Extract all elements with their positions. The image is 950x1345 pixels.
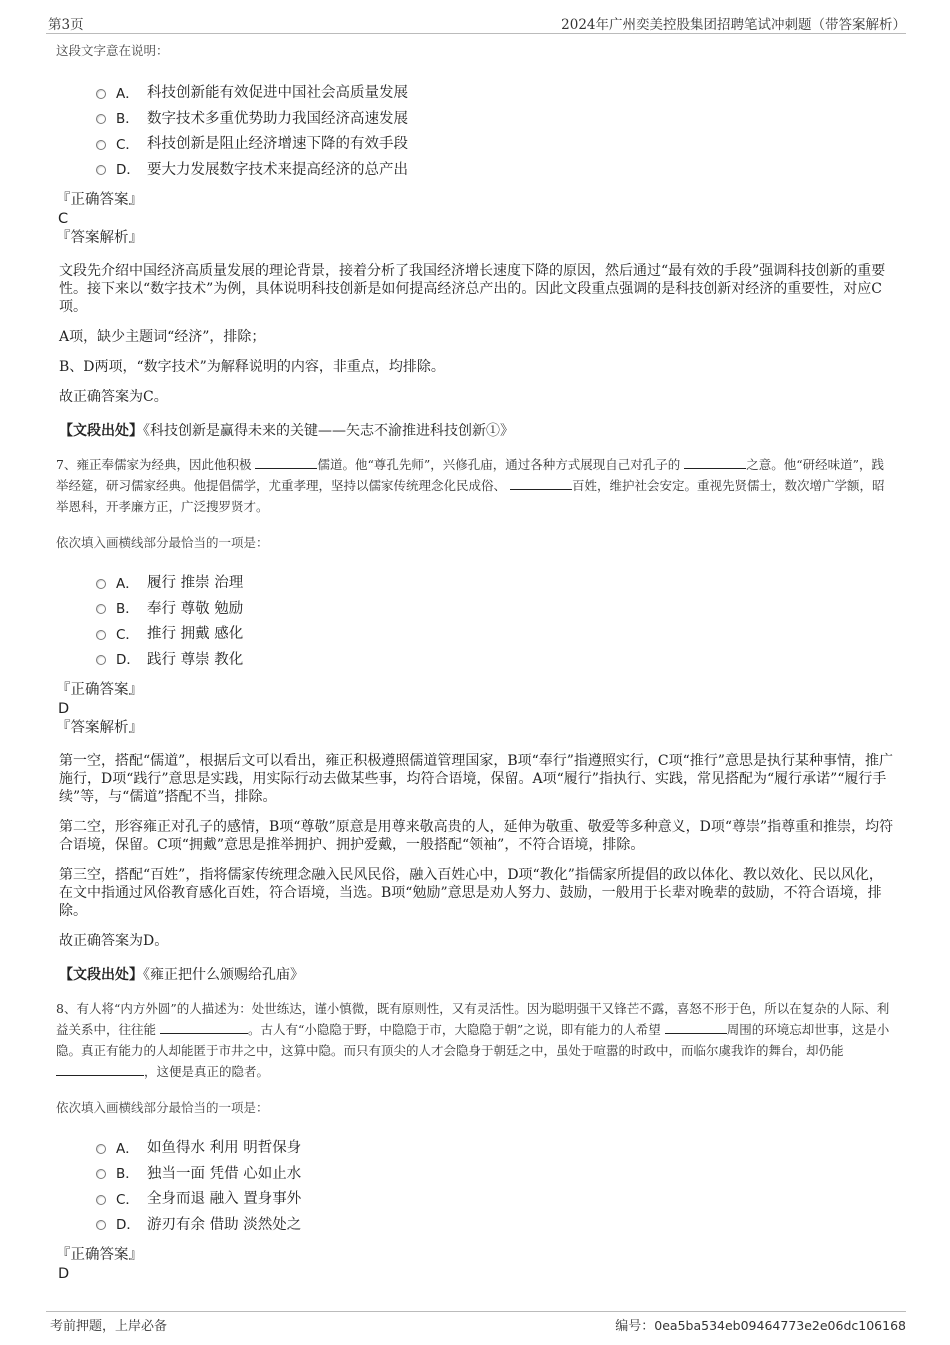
q8-option-a[interactable] — [96, 1134, 894, 1160]
stem-text: 之意。他“研经味道”，践举经筵，研习儒家经典。他提倡儒学，尤重孝理，坚持以儒家传统理念化民成俗、 — [56, 457, 885, 493]
source-label: 【文段出处】 — [59, 967, 143, 983]
q6-answer-label: 『正确答案』 — [56, 192, 143, 208]
stem-text: 周围的环境忘却世事，这是小隐。真正有能力的人却能匿于市井之中，这算中隐。而只有顶尖的人才会隐身于朝廷之中，虽处于喧嚣的时政中，而临尔虞我诈的舞台，却仍能 — [56, 1022, 890, 1058]
stem-text: 8、有人将“内方外圆”的人描述为：处世练达，谨小慎微，既有原则性，又有灵活性。因为聪明强干又锋芒不露，喜怒不形于色，所以在复杂的人际、利益关系中，往往能 — [56, 1001, 890, 1037]
document-code — [615, 1315, 906, 1334]
answer-blank — [255, 456, 317, 469]
q6-prompt: 这段文字意在说明： — [56, 43, 169, 58]
option-text: 科技创新能有效促进中国社会高质量发展 — [147, 85, 408, 102]
q8-options — [96, 1134, 894, 1236]
radio-icon[interactable] — [96, 630, 106, 640]
code-value: 0ea5ba534eb09464773e2e06dc106168 — [654, 1318, 906, 1333]
answer-blank — [56, 1063, 144, 1076]
option-letter: C． — [116, 626, 139, 643]
q6-options — [96, 79, 894, 181]
radio-icon[interactable] — [96, 579, 106, 589]
q7-option-b[interactable] — [96, 595, 894, 621]
q6-option-d[interactable] — [96, 156, 894, 182]
q7-stem — [56, 454, 894, 517]
q6-analysis-label: 『答案解析』 — [56, 230, 143, 246]
source-text: 《雍正把什么颁赐给孔庙》 — [143, 967, 304, 983]
option-text: 科技创新是阻止经济增速下降的有效手段 — [147, 136, 408, 153]
page-footer — [46, 1311, 906, 1334]
q7-option-a[interactable] — [96, 569, 894, 595]
q8-prompt: 依次填入画横线部分最恰当的一项是： — [56, 1100, 269, 1115]
q8-option-b[interactable] — [96, 1160, 894, 1186]
q6-analysis-paragraph: 故正确答案为C。 — [59, 389, 168, 405]
stem-text: 7、雍正奉儒家为经典，因此他积极 — [56, 457, 252, 472]
q8-option-d[interactable] — [96, 1211, 894, 1237]
option-text: 奉行 尊敬 勉励 — [147, 600, 244, 617]
q8-answer-label: 『正确答案』 — [56, 1247, 143, 1263]
page-number: 第3页 — [48, 17, 84, 33]
q7-source — [59, 966, 894, 984]
q6-option-a[interactable] — [96, 79, 894, 105]
stem-text: ，这便是真正的隐者。 — [144, 1064, 270, 1079]
document-title: 2024年广州奕美控股集团招聘笔试冲刺题（带答案解析） — [561, 17, 906, 33]
option-text: 数字技术多重优势助力我国经济高速发展 — [147, 110, 408, 127]
option-text: 独当一面 凭借 心如止水 — [147, 1165, 302, 1182]
q6-option-c[interactable] — [96, 130, 894, 156]
answer-blank — [510, 477, 572, 490]
q7-analysis-paragraph: 故正确答案为D。 — [59, 933, 169, 949]
option-text: 践行 尊崇 教化 — [147, 651, 244, 668]
radio-icon[interactable] — [96, 140, 106, 150]
radio-icon[interactable] — [96, 1169, 106, 1179]
q7-analysis-paragraph: 第二空，形容雍正对孔子的感情，B项“尊敬”原意是用尊来敬高贵的人，延伸为敬重、敬爱等多种意义，D项“尊崇”指尊重和推崇，均符合语境，保留。C项“拥戴”意思是推举拥护、拥护爱戴，一般搭配“领袖”，不符合语境，排除。 — [59, 819, 894, 853]
document-content — [56, 40, 894, 1284]
page-header — [46, 13, 906, 34]
q7-option-c[interactable] — [96, 620, 894, 646]
option-letter: D． — [116, 652, 140, 669]
q6-analysis-paragraph: B、D两项，“数字技术”为解释说明的内容，非重点，均排除。 — [59, 359, 445, 375]
option-text: 履行 推崇 治理 — [147, 575, 244, 592]
option-text: 游刃有余 借助 淡然处之 — [147, 1216, 302, 1233]
stem-text: 百姓，维护社会安定。重视先贤儒士，数次增广学额，昭举恩科，开孝廉方正，广泛搜罗贤才。 — [56, 478, 885, 514]
option-letter: A． — [116, 1140, 139, 1157]
radio-icon[interactable] — [96, 165, 106, 175]
option-text: 要大力发展数字技术来提高经济的总产出 — [147, 161, 408, 178]
radio-icon[interactable] — [96, 1220, 106, 1230]
q8-stem — [56, 998, 894, 1082]
option-letter: B． — [116, 1166, 139, 1183]
q7-prompt: 依次填入画横线部分最恰当的一项是： — [56, 535, 269, 550]
answer-blank — [160, 1021, 248, 1034]
option-text: 推行 拥戴 感化 — [147, 626, 244, 643]
stem-text: 儒道。他“尊孔先师”，兴修孔庙，通过各种方式展现自己对孔子的 — [317, 457, 681, 472]
q6-option-b[interactable] — [96, 105, 894, 131]
stem-text: 。古人有“小隐隐于野，中隐隐于市，大隐隐于朝”之说，即有能力的人希望 — [248, 1022, 661, 1037]
answer-blank — [684, 456, 746, 469]
option-text: 如鱼得水 利用 明哲保身 — [147, 1140, 302, 1157]
radio-icon[interactable] — [96, 1144, 106, 1154]
option-letter: A． — [116, 85, 139, 102]
option-letter: B． — [116, 111, 139, 128]
q7-options — [96, 569, 894, 671]
option-letter: D． — [116, 162, 140, 179]
option-letter: A． — [116, 575, 139, 592]
q8-option-c[interactable] — [96, 1185, 894, 1211]
q7-answer: D — [58, 701, 70, 717]
q7-analysis-label: 『答案解析』 — [56, 720, 143, 736]
radio-icon[interactable] — [96, 1195, 106, 1205]
q8-answer: D — [58, 1266, 70, 1282]
answer-blank — [665, 1021, 727, 1034]
option-text: 全身而退 融入 置身事外 — [147, 1191, 302, 1208]
source-text: 《科技创新是赢得未来的关键——矢志不渝推进科技创新①》 — [143, 423, 514, 439]
q7-analysis-paragraph: 第一空，搭配“儒道”，根据后文可以看出，雍正积极遵照儒道管理国家，B项“奉行”指遵照实行，C项“推行”意思是执行某种事情，推广施行，D项“践行”意思是实践，用实际行动去做某些事，均符合语境，保留。A项“履行”指执行、实践，常见搭配为“履行承诺”“履行手续”等，与“儒道”搭配不当，排除。 — [59, 753, 893, 805]
option-letter: C． — [116, 136, 139, 153]
q6-source — [59, 422, 894, 440]
option-letter: D． — [116, 1217, 140, 1234]
code-label: 编号： — [615, 1319, 655, 1334]
radio-icon[interactable] — [96, 114, 106, 124]
q7-option-d[interactable] — [96, 646, 894, 672]
q6-analysis-paragraph: 文段先介绍中国经济高质量发展的理论背景，接着分析了我国经济增长速度下降的原因，然后通过“最有效的手段”强调科技创新的重要性。接下来以“数字技术”为例，具体说明科技创新是如何提高经济总产出的。因此文段重点强调的是科技创新对经济的重要性，对应C项。 — [59, 263, 886, 315]
radio-icon[interactable] — [96, 604, 106, 614]
option-letter: C． — [116, 1191, 139, 1208]
q7-analysis-paragraph: 第三空，搭配“百姓”，指将儒家传统理念融入民风民俗，融入百姓心中，D项“教化”指儒家所提倡的政以体化、教以效化、民以风化，在文中指通过风俗教育感化百姓，符合语境，当选。B项“勉励”意思是劝人努力、鼓励，一般用于长辈对晚辈的鼓励，不符合语境，排除。 — [59, 867, 883, 919]
q7-answer-label: 『正确答案』 — [56, 682, 143, 698]
radio-icon[interactable] — [96, 655, 106, 665]
radio-icon[interactable] — [96, 89, 106, 99]
q6-answer: C — [58, 211, 69, 227]
q6-analysis-paragraph: A项，缺少主题词“经济”，排除； — [59, 329, 266, 345]
option-letter: B． — [116, 601, 139, 618]
source-label: 【文段出处】 — [59, 423, 143, 439]
footer-slogan: 考前押题，上岸必备 — [50, 1319, 168, 1334]
